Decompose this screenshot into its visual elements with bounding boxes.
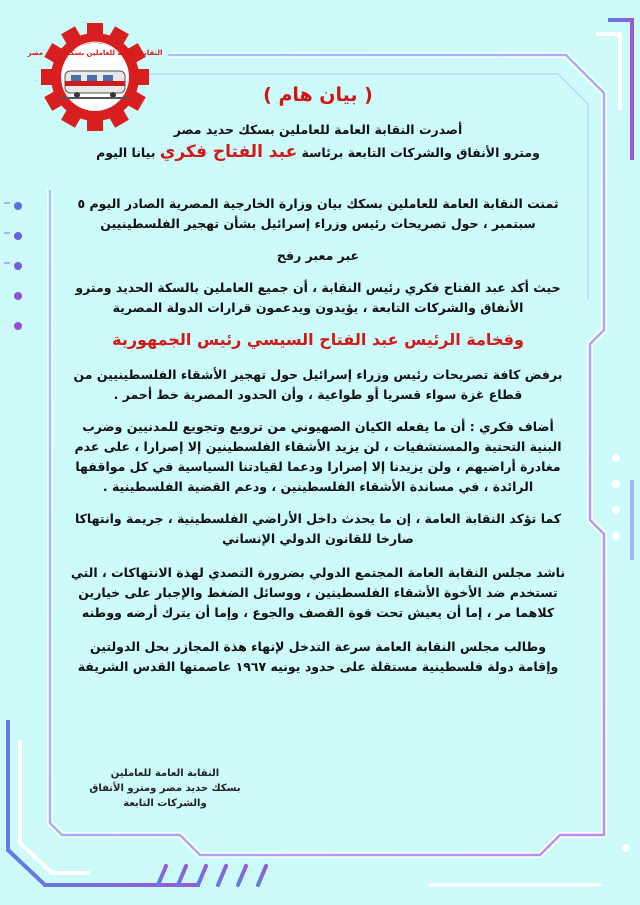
paragraph-7: كما تؤكد النقابة العامة ، إن ما يحدث داخل الأراضي الفلسطينية ، جريمة وانتهاكا صارخا للقانون الدولي الإنساني [74,511,562,546]
signature-line-2: بسكك حديد مصر ومترو الأنفاق [89,783,241,794]
signature-block [60,766,270,811]
paragraph-8: ناشد مجلس النقابة العامة المجتمع الدولي بضرورة التصدي لهذة الانتهاكات ، التي تستخدم ضد الأخوة الأشقاء الفلسطينين ، ووسائل الضغط والإجبار على خيارين كلاهما مر ، إما أن يعيش تحت قوة القصف والجوع ، وإما أن يترك أرضه ووطنه [70,565,566,620]
statement-title: ( بيان هام ) [263,84,373,106]
logo-text: النقابة العامة للعاملين بسكك حديد مصر [27,49,163,57]
union-head-name: عبد الفتاح فكري [159,142,298,162]
signature-line-3: والشركات التابعة [123,798,207,809]
paragraph-2: عبر معبر رفح [276,248,360,263]
signature-line-1: النقابة العامة للعاملين [110,768,220,779]
paragraph-5: برفض كافة تصريحات رئيس وزراء إسرائيل حول تهجير الأشقاء الفلسطينيين من قطاع غزة سواء قسريا أو طواعية ، وأن الحدود المصرية خط أحمر . [73,367,563,402]
paragraph-1: ثمنت النقابة العامة للعاملين بسكك بيان وزارة الخارجية المصرية الصادر اليوم ٥ سبتمبر ، حول تصريحات رئيس وزراء إسرائيل بشأن تهجير الفلسطينيين [77,196,559,231]
statement-body [68,84,568,677]
intro-line-2-part1: ومترو الأنفاق والشركات التابعة برئاسة [301,145,540,160]
paragraph-9: وطالب مجلس النقابة العامة سرعة التدخل لإنهاء هذة المجازر بحل الدولتين وإقامة دولة فلسطينية مستقلة على حدود يونيه ١٩٦٧ عاصمتها القدس الشريفة [77,639,559,674]
intro-line-2 [68,141,568,164]
intro-line-2-part2: بيانا اليوم [96,145,156,160]
paragraph-3: حيث أكد عبد الفتاح فكري رئيس النقابة ، أن جميع العاملين بالسكة الحديد ومترو الأنفاق والشركات التابعة ، يؤيدون ويدعمون قرارات الدولة المصرية [75,280,561,315]
paragraph-4-president: وفخامة الرئيس عبد الفتاح السيسي رئيس الجمهورية [112,330,524,349]
intro-line-1: أصدرت النقابة العامة للعاملين بسكك حديد مصر [173,122,463,137]
paragraph-6: أضاف فكري : أن ما يفعله الكيان الصهيوني من ترويع وتجويع للمدنيين وضرب البنية التحتية والمستشفيات ، لن يزيد الأشقاء الفلسطينين إلا إصرارا ، على عدم مغادرة أراضيهم ، ولن يزيدنا إلا إصرارا ودعما لقيادتنا السياسية في كل مواقفها الرائدة ، في مساندة الأشقاء الفلسطينين ، ودعم القضية الفلسطينية . [74,419,562,494]
